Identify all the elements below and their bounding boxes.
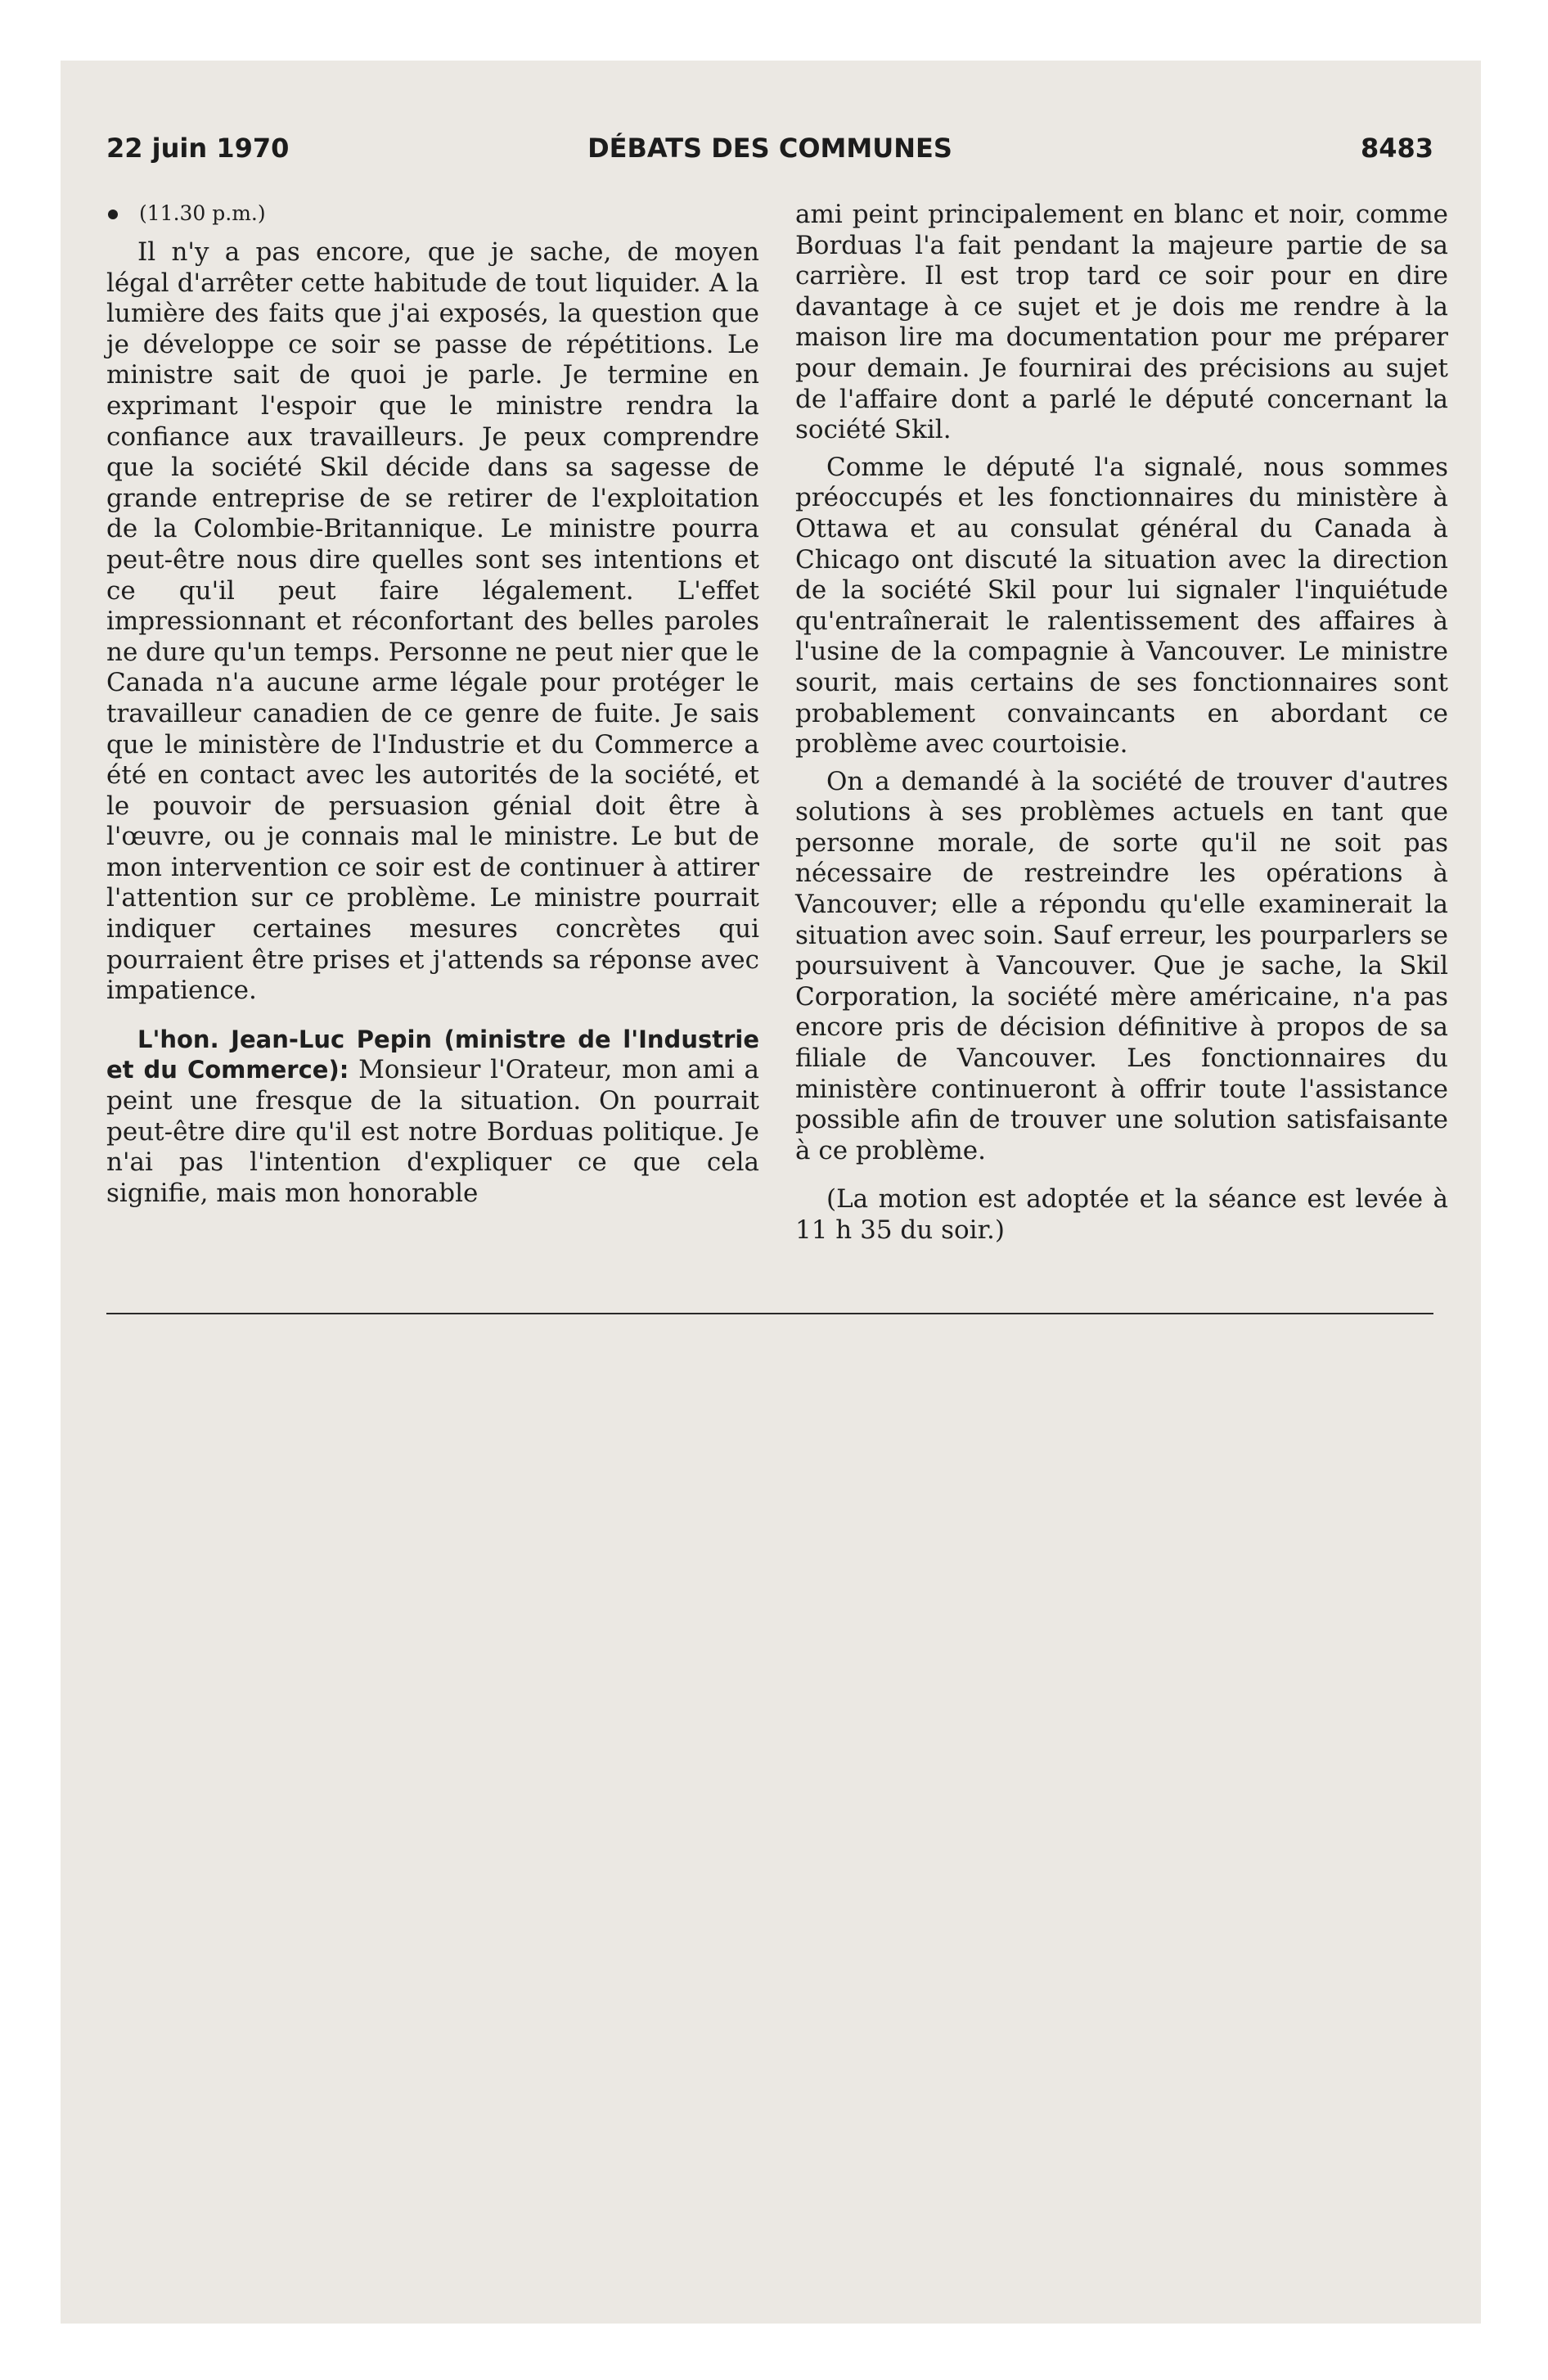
timestamp-line [106, 200, 759, 228]
speaker-name: L'hon. Jean-Luc Pepin (ministre de l'Industrie et du Commerce): [106, 1025, 759, 1084]
right-paragraph-2: Comme le député l'a signalé, nous sommes préoccupés et les fonctionnaires du ministère à Ottawa et au consulat général du Canada à Chicago ont discuté la situation avec la direction de la société Skil pour lui signaler l'inquiétude qu'entraînerait le ralentissement des affaires à l'usine de la compagnie à Vancouver. Le ministre sourit, mais certains de ses fonctionnaires sont probablement convaincants en abordant ce problème avec courtoisie. [795, 452, 1448, 760]
section-divider [106, 1313, 1433, 1314]
right-paragraph-1: ami peint principalement en blanc et noir, comme Borduas l'a fait pendant la majeure partie de sa carrière. Il est trop tard ce soir pour en dire davantage à ce sujet et je dois me rendre à la maison lire ma documentation pour me préparer pour demain. Je fournirai des précisions au sujet de l'affaire dont a parlé le député concernant la société Skil. [795, 200, 1448, 445]
left-column [106, 200, 759, 1215]
left-paragraph-2: Monsieur l'Orateur, mon ami a peint une fresque de la situation. On pourrait peut-être dire qu'il est notre Borduas politique. Je n'ai pas l'intention d'expliquer ce que cela signifie, mais mon honorable [106, 1055, 759, 1208]
right-column [795, 200, 1448, 1253]
document-page [61, 61, 1481, 2324]
header-page-number: 8483 [1360, 133, 1433, 164]
right-paragraph-3: On a demandé à la société de trouver d'autres solutions à ses problèmes actuels en tant que personne morale, de sorte qu'il ne soit pas nécessaire de restreindre les opérations à Vancouver; elle a répondu qu'elle examinerait la situation avec soin. Sauf erreur, les pourparlers se poursuivent à Vancouver. Que je sache, la Skil Corporation, la société mère américaine, n'a pas encore pris de décision définitive à propos de sa filiale de Vancouver. Les fonctionnaires du ministère continueront à offrir toute l'assistance possible afin de trouver une solution satisfaisante à ce problème. [795, 766, 1448, 1165]
bullet-icon [108, 210, 118, 219]
left-paragraph-1: Il n'y a pas encore, que je sache, de moyen légal d'arrêter cette habitude de tout liquider. A la lumière des faits que j'ai exposés, la question que je développe ce soir se passe de répétitions. Le ministre sait de quoi je parle. Je termine en exprimant l'espoir que le ministre rendra la confiance aux travailleurs. Je peux comprendre que la société Skil décide dans sa sagesse de grande entreprise de se retirer de l'exploitation de la Colombie-Britannique. Le ministre pourra peut-être nous dire quelles sont ses intentions et ce qu'il peut faire légalement. L'effet impressionnant et réconfortant des belles paroles ne dure qu'un temps. Personne ne peut nier que le Canada n'a aucune arme légale pour protéger le travailleur canadien de ce genre de fuite. Je sais que le ministère de l'Industrie et du Commerce a été en contact avec les autorités de la société, et le pouvoir de persuasion génial doit être à l'œuvre, ou je connais mal le ministre. Le but de mon intervention ce soir est de continuer à attirer l'attention sur ce problème. Le ministre pourrait indiquer certaines mesures concrètes qui pourraient être prises et j'attends sa réponse avec impatience. [106, 237, 759, 1006]
timestamp-text: (11.30 p.m.) [139, 201, 266, 225]
page-header [106, 133, 1433, 182]
closing-note: (La motion est adoptée et la séance est levée à 11 h 35 du soir.) [795, 1184, 1448, 1245]
header-title: DÉBATS DES COMMUNES [587, 133, 952, 164]
header-date: 22 juin 1970 [106, 133, 290, 164]
speech-paragraph [106, 1025, 759, 1210]
